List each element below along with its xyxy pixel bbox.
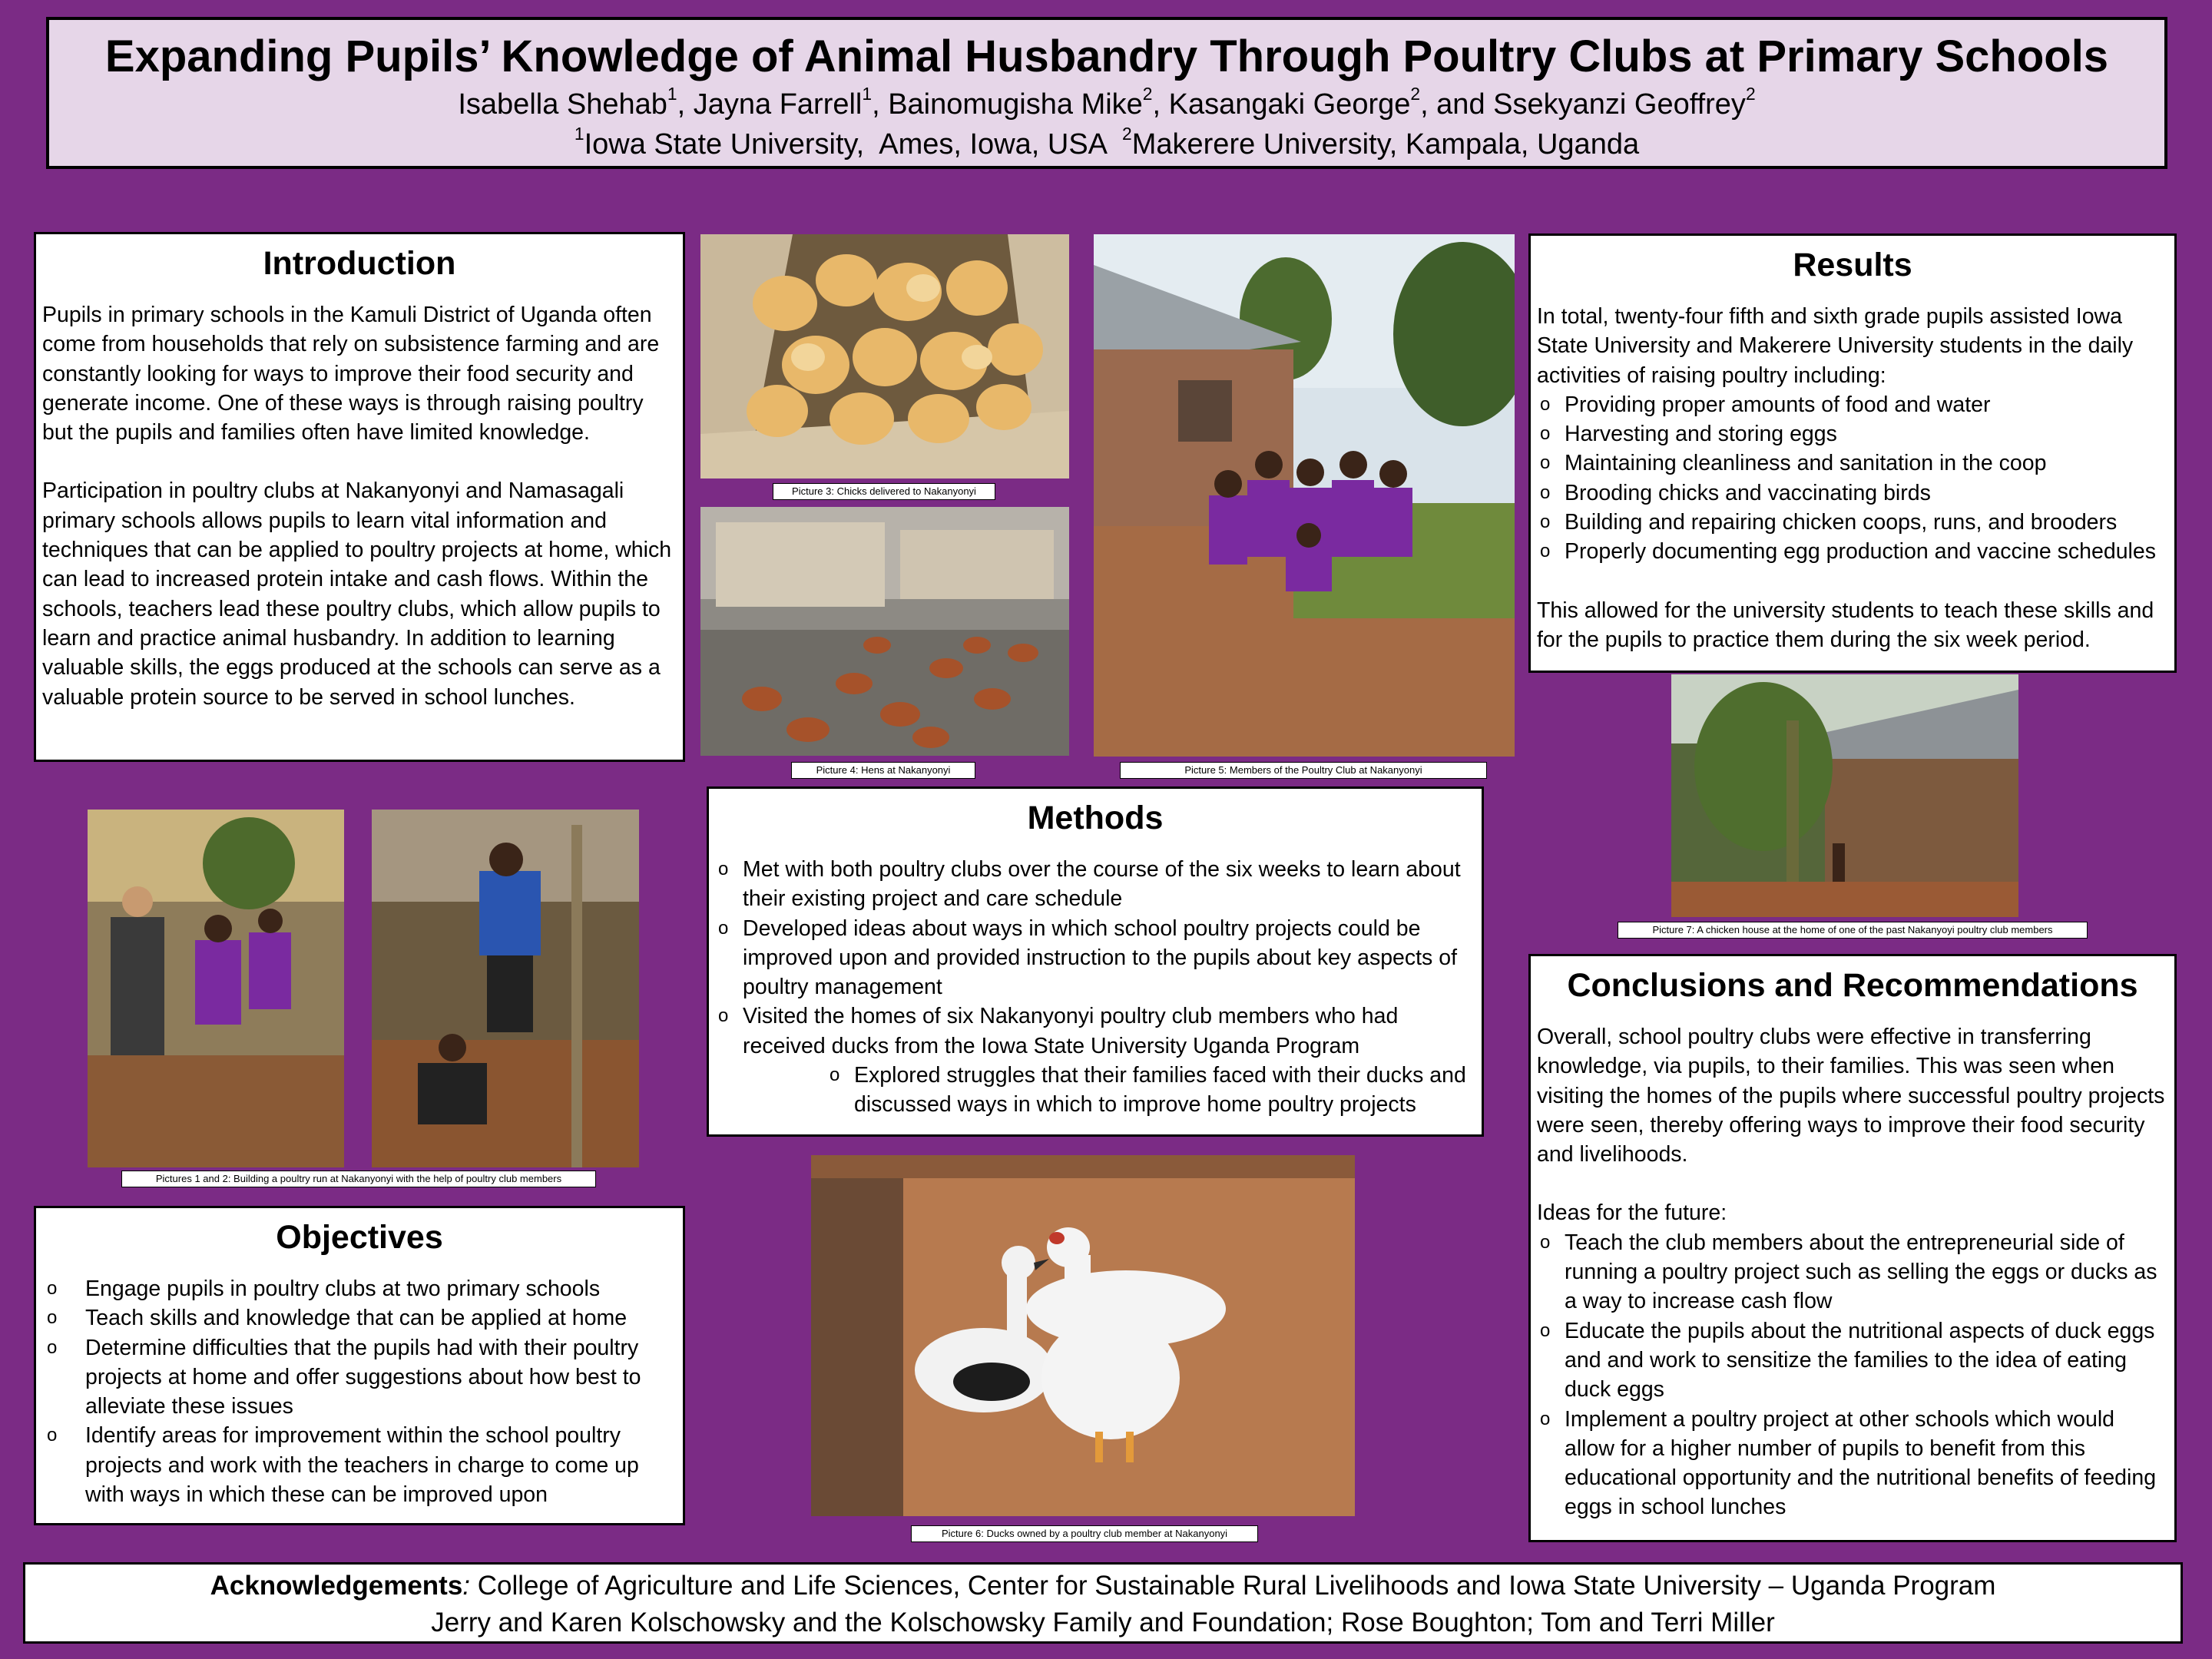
caption-picture-4: Picture 4: Hens at Nakanyonyi	[791, 762, 975, 779]
objectives-item: o Engage pupils in poultry clubs at two primary schools	[42, 1274, 677, 1303]
methods-list	[715, 855, 1475, 1061]
author-separator: ,	[1152, 88, 1169, 121]
acknowledgements-text: College of Agriculture and Life Sciences, Center for Sustainable Rural Livelihoods and Iowa State University – Uganda Program	[470, 1571, 1996, 1601]
results-item: o Providing proper amounts of food and water	[1537, 390, 2168, 419]
methods-item: o Visited the homes of six Nakanyonyi poultry club members who had received ducks from the Iowa State University Uganda Program	[715, 1002, 1475, 1061]
poster-header	[46, 17, 2167, 169]
introduction-panel	[34, 232, 685, 762]
acknowledgements-line-2: Jerry and Karen Kolschowsky and the Kolschowsky Family and Foundation; Rose Boughton; Tom and Terri Miller	[431, 1608, 1775, 1637]
poster-title: Expanding Pupils’ Knowledge of Animal Husbandry Through Poultry Clubs at Primary Schools	[104, 31, 2109, 81]
author-affiliation-mark: 1	[667, 83, 677, 104]
caption-picture-7: Picture 7: A chicken house at the home of one of the past Nakanyoyi poultry club members	[1618, 922, 2088, 939]
affiliation-number: 1	[574, 123, 584, 144]
caption-pictures-1-2: Pictures 1 and 2: Building a poultry run at Nakanyonyi with the help of poultry club members	[121, 1171, 596, 1187]
ideas-item: o Implement a poultry project at other schools which would allow for a higher number of pupils to benefit from this educational opportunity and the nutritional benefits of feeding eggs in school lunches	[1537, 1405, 2168, 1522]
results-item: o Harvesting and storing eggs	[1537, 419, 2168, 449]
results-list	[1537, 390, 2168, 567]
picture-chicks	[700, 234, 1069, 478]
picture-1-building-run	[88, 810, 344, 1167]
author-name: Kasangaki George	[1168, 88, 1411, 121]
acknowledgements-line-1	[25, 1568, 2181, 1604]
affiliations	[49, 124, 2164, 164]
author-affiliation-mark: 2	[1142, 83, 1153, 104]
affiliation-number: 2	[1122, 123, 1132, 144]
author-affiliation-mark: 2	[1410, 83, 1421, 104]
methods-item: o Met with both poultry clubs over the course of the six weeks to learn about their existing project and care schedule	[715, 855, 1475, 914]
chicken-house-image	[1671, 674, 2018, 917]
picture-chicken-house	[1671, 674, 2018, 917]
acknowledgements-colon: :	[462, 1571, 471, 1601]
objectives-heading: Objectives	[276, 1219, 443, 1256]
author-name: Jayna Farrell	[693, 88, 863, 121]
conclusions-panel	[1528, 954, 2177, 1542]
conclusions-paragraph: Overall, school poultry clubs were effective in transferring knowledge, via pupils, to their families. This was seen when visiting the homes of the pupils where successful poultry projects were seen, thereby offering ways to improve their food security and livelihoods.	[1537, 1025, 2165, 1167]
picture-2-building-run	[372, 810, 639, 1167]
hens-image	[700, 507, 1069, 756]
objectives-list	[42, 1274, 677, 1509]
objectives-item: o Identify areas for improvement within the school poultry projects and work with the teachers in charge to come up with ways in which these can be improved upon	[42, 1421, 677, 1509]
author-name: Bainomugisha Mike	[888, 88, 1143, 121]
introduction-heading: Introduction	[263, 245, 456, 282]
acknowledgements-label: Acknowledgements	[210, 1571, 463, 1601]
chicks-image	[700, 234, 1069, 478]
club-members-image	[1094, 234, 1515, 757]
ducks-image	[811, 1155, 1355, 1516]
author-name: Isabella Shehab	[458, 88, 667, 121]
results-intro: In total, twenty-four fifth and sixth grade pupils assisted Iowa State University and Makerere University students in the daily activities of raising poultry including:	[1537, 304, 2134, 388]
author-separator: ,	[872, 88, 889, 121]
introduction-paragraph: Participation in poultry clubs at Nakanyonyi and Namasagali primary schools allows pupils to learn vital information and techniques that can be applied to poultry projects at home, which can lead to increased protein intake and cash flows. Within the schools, teachers lead these poultry clubs, which allow pupils to learn and practice animal husbandry. In addition to learning valuable skills, the eggs produced at the schools can serve as a valuable protein source to be served in school lunches.	[42, 478, 672, 710]
methods-panel	[707, 786, 1484, 1137]
caption-picture-6: Picture 6: Ducks owned by a poultry club member at Nakanyonyi	[911, 1525, 1258, 1542]
affiliation-text: Makerere University, Kampala, Uganda	[1131, 128, 1640, 161]
affiliation-text: Iowa State University, Ames, Iowa, USA	[584, 128, 1123, 161]
results-panel	[1528, 233, 2177, 673]
introduction-paragraph: Pupils in primary schools in the Kamuli District of Uganda often come from households that rely on subsistence farming and are constantly looking for ways to improve their food security and generate income. One of these ways is through raising poultry but the pupils and families often have limited knowledge.	[42, 303, 660, 445]
results-item: o Building and repairing chicken coops, runs, and brooders	[1537, 508, 2168, 537]
methods-subitem: o Explored struggles that their families faced with their ducks and discussed ways in which to improve home poultry projects	[826, 1061, 1475, 1120]
building-run-image-2	[372, 810, 639, 1167]
building-run-image-1	[88, 810, 344, 1167]
ideas-item: o Educate the pupils about the nutritional aspects of duck eggs and and work to sensitize the families to the idea of eating duck eggs	[1537, 1316, 2168, 1405]
ideas-item: o Teach the club members about the entrepreneurial side of running a poultry project such as selling the eggs or ducks as a way to increase cash flow	[1537, 1228, 2168, 1316]
acknowledgements-box	[23, 1562, 2183, 1644]
results-item: o Brooding chicks and vaccinating birds	[1537, 478, 2168, 508]
objectives-item: o Teach skills and knowledge that can be applied at home	[42, 1303, 677, 1333]
caption-picture-5: Picture 5: Members of the Poultry Club at Nakanyonyi	[1120, 762, 1487, 779]
results-outro: This allowed for the university students to teach these skills and for the pupils to practice them during the six week period.	[1537, 598, 2154, 652]
caption-picture-3: Picture 3: Chicks delivered to Nakanyonyi	[773, 483, 995, 500]
picture-club-members	[1094, 234, 1515, 757]
methods-heading: Methods	[1027, 800, 1164, 836]
results-heading: Results	[1793, 247, 1912, 283]
ideas-label: Ideas for the future:	[1537, 1200, 1727, 1226]
author-name: Ssekyanzi Geoffrey	[1493, 88, 1746, 121]
objectives-item: o Determine difficulties that the pupils had with their poultry projects at home and offer suggestions about how best to alleviate these issues	[42, 1333, 677, 1422]
author-affiliation-mark: 1	[862, 83, 873, 104]
author-affiliation-mark: 2	[1745, 83, 1756, 104]
methods-item: o Developed ideas about ways in which school poultry projects could be improved upon and provided instruction to the pupils about key aspects of poultry management	[715, 914, 1475, 1002]
picture-ducks	[811, 1155, 1355, 1516]
author-list	[49, 84, 2164, 124]
methods-sublist	[715, 1061, 1475, 1120]
author-separator: ,	[677, 88, 694, 121]
results-item: o Maintaining cleanliness and sanitation in the coop	[1537, 449, 2168, 478]
conclusions-heading: Conclusions and Recommendations	[1567, 967, 2138, 1004]
picture-hens	[700, 507, 1069, 756]
ideas-list	[1537, 1228, 2168, 1522]
author-separator: , and	[1420, 88, 1494, 121]
results-item: o Properly documenting egg production and vaccine schedules	[1537, 537, 2168, 566]
objectives-panel	[34, 1206, 685, 1525]
